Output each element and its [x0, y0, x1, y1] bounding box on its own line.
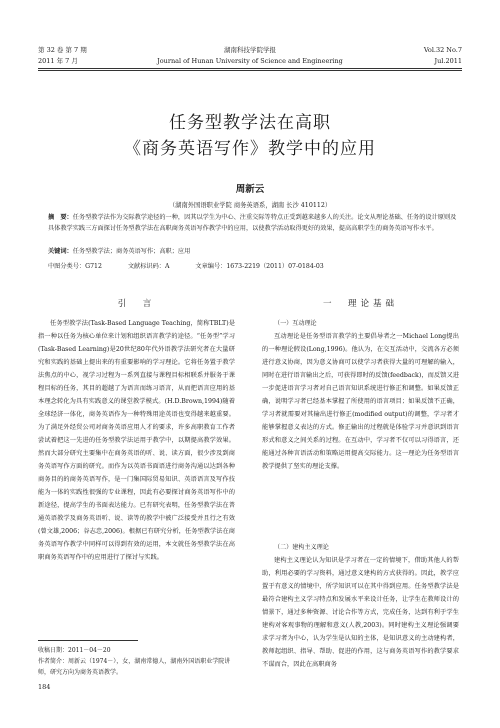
author: 周新云 — [235, 184, 265, 195]
clc-number: 中图分类号：G712 — [48, 263, 102, 270]
volume-cn: 第 32 卷 第 7 期 — [38, 46, 87, 54]
received-date: 收稿日期：2011－04－20 — [38, 647, 111, 654]
left-column — [38, 298, 235, 638]
article-number: 文章编号：1673-2219（2011）07-0184-03 — [195, 263, 324, 270]
interaction-paragraph: 互动理论是任务型语言教学的主要倡导者之一Michael Long提出的一种理论假设(Long,1996)。他认为，在交互活动中，交流各方必须进行意义协商，因为意义协商可以使学习者获得大量的可理解的输入，同时在进行语言输出之后，可获得即时的反馈(feedback)，而反馈又进一步促进语言学习者对自己语言知识系统进行修正和调整。如果反馈正确，说明学习者已经基本掌握了所使用的语言项目；如果反馈不正确，学习者就需要对其输出进行修正(modified output)的调整，学习者才能够掌握意义表达的方式。修正输出的过程就是体验学习并意识到语言形式和意义之间关系的过程。在互动中，学习者不仅可以习得语言，还能通过各种言语活动和策略运用提高交际能力。这一理论为任务型语言教学提供了坚实的理论支撑。 — [262, 333, 459, 470]
article-meta — [48, 261, 348, 270]
section-heading-intro: 引 言 — [117, 299, 156, 309]
document-code: 文献标识码：A — [127, 263, 170, 270]
volume-en: Vol.32 No.7 — [423, 46, 462, 54]
constructivism-paragraph: 建构主义理论认为知识是学习者在一定的情境下，借助其他人的帮助，利用必要的学习资料，通过意义建构的方式获得的。因此，教学应置于有意义的情境中，所学知识可以在其中得到应用。任务型教学法是最符合建构主义学习特点和发展水平来设计任务，让学生在教师设计的情景下，通过多种资源、讨论合作等方式，完成任务，达到有利于学生建构对客观事物的理解和意义(人教,2003)。同时建构主义理论强调要求学习者为中心，认为学生是认知的主体，是知识意义的主动建构者，教师起组织、指导、帮助、促进的作用，这与商务英语写作的教学要求不谋而合，因此在高职商务 — [262, 557, 459, 668]
footnote-rule — [38, 640, 138, 641]
intro-paragraph: 任务型教学法(Task-Based Language Teaching，简称TBLT)是指一种以任务为核心单位来计划和组织语言教学的途径。“任务型”学习(Task-Based Learning)是20世纪80年代外语教学法研究者在大量研究和实践的基础上提出来的有重要影响的学习理论。它将任务置于教学法焦点的中心，视学习过程为一系列直接与课程目标相联系并服务于课程目标的任务，其目的超越了为语言而练习语言，从而把语言应用的基本理念转化为具有实践意义的课堂教学模式。(H.D.Brown,1994)随着全球经济一体化，商务英语作为一种特殊用途英语也变得越来越重要。为了满足外经贸公司对商务英语应用人才的要求，许多高职教育工作者尝试着把这一先进的任务型教学法运用于教学中，以期提高教学效果。然而大部分研究主要集中在商务英语的听、说、读方面，很少涉及到商务英语写作方面的研究。而作为以英语书面语进行商务沟通以达到各种商务目的的商务英语写作，是一门集国际贸易知识、英语语言及写作技能为一体的实践性很强的专业课程，因此有必要探讨商务英语写作中的新途径，提高学生的书面表达能力。已有研究表明，任务型教学法在普通英语教学及商务英语听、说、读等的教学中被广泛接受并且行之有效(曾文雄,2006；谷志忠,2006)。根据已有研究分析，任务型教学法在商务英语写作教学中同样可以得到有效的运用，本文就任务型教学法在高职商务英语写作中的应用进行了探讨与实践。 — [38, 320, 235, 561]
keywords-label: 关键词： — [48, 248, 73, 255]
page-number: 184 — [38, 683, 51, 691]
journal-name-en: Journal of Hunan University of Science and Engineering — [157, 57, 343, 65]
journal-name-cn: 湖南科技学院学报 — [224, 46, 276, 54]
date-en: Jul.2011 — [434, 57, 462, 65]
footnote — [38, 645, 238, 678]
abstract-label: 摘 要： — [48, 214, 73, 221]
affiliation: （湖南外国语职业学院 商务英语系，湖南 长沙 410112） — [168, 202, 332, 209]
interaction-paragraph-wrap — [262, 330, 459, 541]
keywords — [48, 246, 460, 257]
subheading-constructivism: （二）建构主义理论 — [274, 544, 329, 551]
date-cn: 2011 年 7 月 — [38, 57, 78, 65]
keywords-text: 任务型教学法；商务英语写作；高职；应用 — [72, 248, 191, 255]
section-heading-theory: 一 理论基础 — [322, 299, 398, 309]
header-rule — [38, 68, 462, 69]
abstract-text: 任务型教学法作为交际教学途径的一种，因其以学生为中心、注重交际等特点正受到越来越多人的关注。论文从理论基础、任务的设计原则及具体教学实践三方面探讨任务型教学法在高职商务英语写作教学中的应用，以使教学活动取得更好的效果，提高高职学生的商务英语写作水平。 — [48, 214, 457, 232]
header-rule-2 — [38, 70, 462, 71]
abstract — [48, 212, 460, 234]
title-line-2: 《商务英语写作》教学中的应用 — [124, 139, 376, 159]
right-column — [262, 298, 459, 718]
author-bio: 作者简介：周新云（1974－），女，湖南常德人，湖南外国语职业学院讲师，研究方向为商务英语教学。 — [38, 658, 231, 676]
subheading-interaction: （一）互动理论 — [274, 320, 317, 327]
title-line-1: 任务型教学法在高职 — [169, 113, 331, 133]
